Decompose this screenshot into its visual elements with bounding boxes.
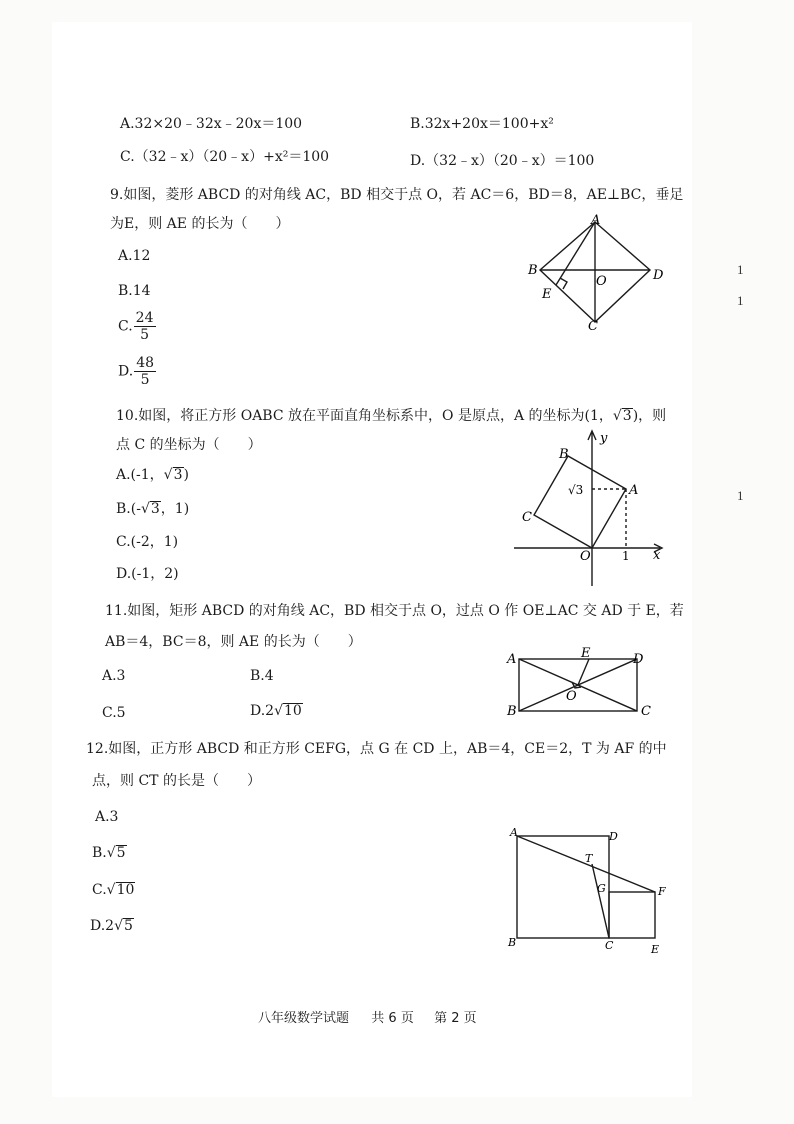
- q10-option-c: C.(-2，1): [116, 534, 179, 550]
- q11-option-c: C.5: [102, 705, 126, 721]
- q12-option-d-radicand: 5: [124, 918, 133, 934]
- label-a: A: [510, 826, 518, 839]
- q12-option-c: [92, 881, 135, 899]
- q12-option-c-radicand: 10: [116, 882, 135, 898]
- q12-option-b-radicand: 5: [116, 845, 126, 861]
- label-o: O: [580, 549, 591, 564]
- label-b: B: [528, 263, 538, 278]
- q10-stem-line2: 点 C 的坐标为（ ）: [116, 437, 262, 453]
- q12-stem-line1: 12.如图，正方形 ABCD 和正方形 CEFG，点 G 在 CD 上，AB＝4，CE＝2，T 为 AF 的中: [86, 741, 667, 757]
- q11-option-a: A.3: [102, 668, 126, 684]
- q12-squares-figure: [503, 822, 678, 962]
- footer-page-number: 第 2 页: [434, 1011, 477, 1026]
- q11-rectangle-figure: [505, 645, 655, 720]
- label-d: D: [609, 830, 618, 843]
- q10-stem-line1: [116, 407, 666, 425]
- label-f: F: [658, 885, 666, 898]
- label-a: A: [507, 652, 517, 667]
- label-a: A: [591, 213, 601, 228]
- label-one: 1: [622, 549, 630, 563]
- footer-title: 八年级数学试题: [258, 1011, 350, 1026]
- square-abcd: [517, 836, 609, 938]
- q10-option-d: D.(-1，2): [116, 566, 179, 582]
- footer: [258, 1010, 477, 1028]
- q12-option-d-pre: D.2: [90, 918, 115, 934]
- altitude-ae: [556, 222, 595, 285]
- square-oabc: [534, 456, 626, 548]
- right-angle-mark: [560, 278, 567, 289]
- segment-ct: [592, 864, 609, 938]
- q10-option-a-sqrt: √3: [163, 467, 183, 483]
- q9-option-a: A.12: [118, 248, 151, 264]
- label-c: C: [588, 319, 598, 332]
- q9-stem-line1: 9.如图，菱形 ABCD 的对角线 AC，BD 相交于点 O，若 AC＝6，BD＝8，AE⊥BC，垂足: [110, 187, 684, 203]
- square-cefg: [609, 892, 655, 938]
- q10-option-b: [116, 500, 189, 518]
- q10-sqrt3: √3: [612, 408, 632, 424]
- q9-rhombus-figure: [520, 212, 670, 332]
- margin-mark-2: 1: [737, 293, 744, 308]
- q9-option-d-prefix: D.: [118, 363, 134, 380]
- label-c: C: [641, 704, 651, 719]
- label-b: B: [559, 447, 569, 462]
- q12-stem-line2: 点，则 CT 的长是（ ）: [92, 773, 261, 789]
- label-o: O: [566, 689, 577, 704]
- label-t: T: [585, 852, 593, 865]
- q10-option-b-post: ，1): [160, 501, 190, 517]
- q11-stem-line1: 11.如图，矩形 ABCD 的对角线 AC，BD 相交于点 O，过点 O 作 OE⊥AC 交 AD 于 E，若: [105, 603, 684, 619]
- q10-option-b-pre: B.(-: [116, 501, 141, 517]
- footer-total-pages: 共 6 页: [371, 1011, 414, 1026]
- label-b: B: [507, 704, 517, 719]
- label-sqrt3: √3: [568, 483, 584, 497]
- q12-option-b-pre: B.: [92, 845, 107, 861]
- q12-option-c-sqrt: √10: [106, 882, 135, 898]
- q8-option-d: D.（32﹣x）（20﹣x）＝100: [410, 153, 595, 169]
- label-o: O: [596, 274, 607, 289]
- q12-option-b: [92, 844, 127, 862]
- label-b: B: [508, 936, 517, 949]
- q9-stem-line2: 为E，则 AE 的长为（ ）: [110, 216, 290, 232]
- q10-option-b-sqrt: √3: [140, 501, 160, 517]
- q12-option-c-pre: C.: [92, 882, 107, 898]
- label-a: A: [629, 483, 639, 498]
- q9-option-c-prefix: C.: [118, 318, 133, 335]
- label-d: D: [653, 268, 664, 283]
- q10-option-a-post: ): [183, 467, 189, 483]
- q9-option-d-numerator: 48: [136, 355, 155, 371]
- q11-option-d-radicand: 10: [284, 703, 302, 719]
- q10-stem-line1-end: )，则: [632, 408, 667, 424]
- q9-option-c: [118, 310, 156, 343]
- margin-mark-3: 1: [737, 488, 744, 503]
- margin-mark-1: 1: [737, 262, 744, 277]
- q10-stem-line1-text: 10.如图，将正方形 OABC 放在平面直角坐标系中，O 是原点，A 的坐标为(1，: [116, 408, 613, 424]
- q12-option-d: [90, 917, 134, 935]
- q9-option-b: B.14: [118, 283, 151, 299]
- q12-option-b-sqrt: √5: [106, 845, 126, 861]
- q9-option-d-denominator: 5: [140, 372, 150, 388]
- label-x: x: [653, 548, 661, 563]
- q9-option-c-numerator: 24: [135, 310, 154, 326]
- q10-sqrt3-radicand: 3: [622, 408, 632, 424]
- q8-option-a: A.32×20﹣32x﹣20x＝100: [120, 116, 303, 132]
- q9-option-c-fraction: [134, 310, 156, 343]
- label-e: E: [581, 646, 591, 661]
- q8-option-c: C.（32﹣x）（20﹣x）+x²＝100: [120, 149, 330, 165]
- q11-option-d-sqrt: √10: [274, 703, 302, 719]
- q10-option-b-radicand: 3: [150, 501, 160, 517]
- q9-option-c-denominator: 5: [140, 327, 150, 343]
- label-c: C: [522, 510, 532, 525]
- label-e: E: [542, 287, 552, 302]
- q9-option-d: [118, 355, 156, 388]
- label-e: E: [651, 943, 660, 956]
- q11-stem-line2: AB＝4，BC＝8，则 AE 的长为（ ）: [105, 634, 362, 650]
- q12-option-d-sqrt: √5: [114, 918, 133, 934]
- q10-option-a: [116, 466, 189, 484]
- label-y: y: [600, 431, 608, 446]
- q10-option-a-radicand: 3: [173, 467, 183, 483]
- q8-option-b: B.32x+20x＝100+x²: [410, 116, 554, 132]
- q10-coordinate-figure: [512, 428, 667, 588]
- q12-option-a: A.3: [95, 809, 119, 825]
- label-c: C: [605, 939, 614, 952]
- q11-option-b: B.4: [250, 668, 274, 684]
- q11-option-d: [250, 702, 303, 720]
- q9-option-d-fraction: [134, 355, 156, 388]
- q11-option-d-pre: D.2: [250, 703, 275, 719]
- label-d: D: [633, 652, 644, 667]
- label-g: G: [597, 882, 606, 895]
- q10-option-a-pre: A.(-1，: [116, 467, 164, 483]
